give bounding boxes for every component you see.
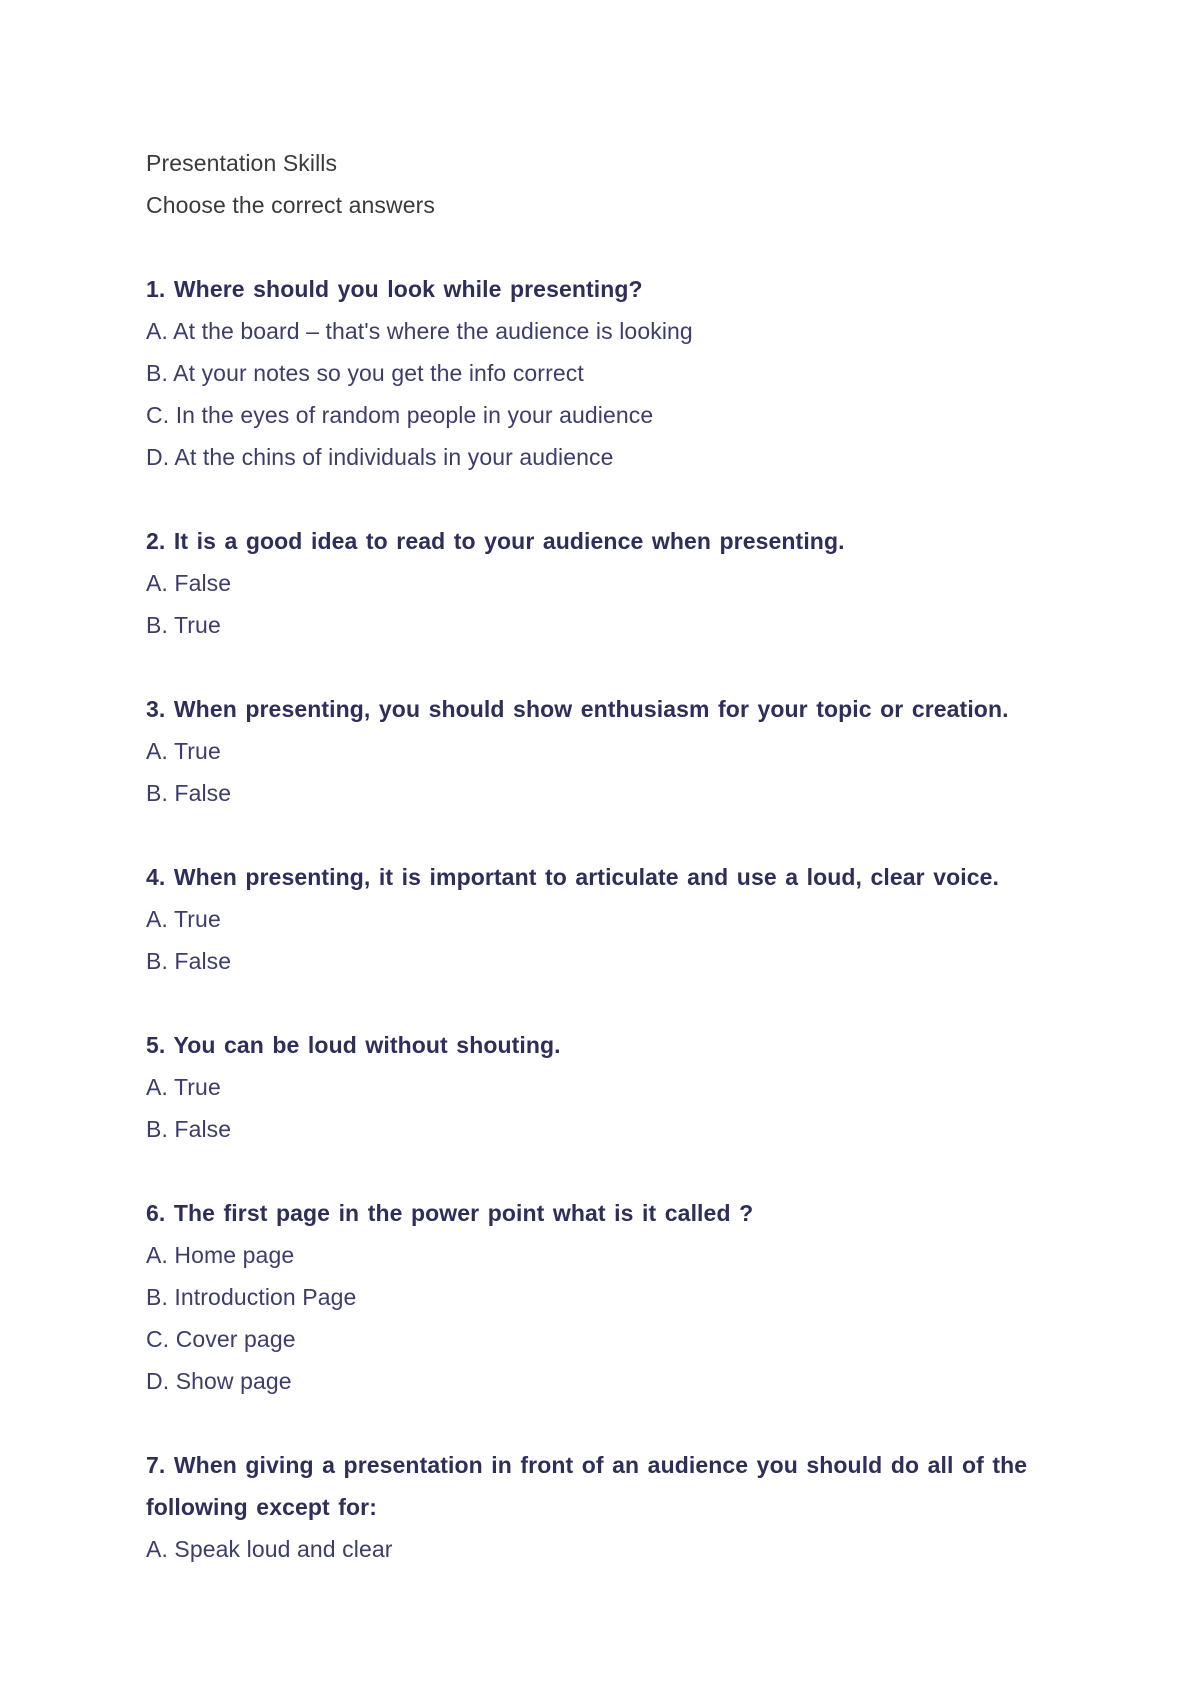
answer-option: B. Introduction Page (146, 1284, 357, 1310)
answer-option: B. False (146, 1116, 232, 1142)
question-text: 4. When presenting, it is important to articulate and use a loud, clear voice. (146, 864, 1000, 890)
spacer (146, 814, 1086, 856)
question-block (146, 688, 1086, 814)
spacer (146, 1150, 1086, 1192)
question-text: 2. It is a good idea to read to your audience when presenting. (146, 528, 845, 554)
answer-option: A. Speak loud and clear (146, 1536, 393, 1562)
question-text: 7. When giving a presentation in front of an audience you should do all of the following except for: (146, 1452, 1028, 1520)
spacer (146, 646, 1086, 688)
document-subtitle: Choose the correct answers (146, 192, 435, 218)
question-block (146, 1192, 1086, 1402)
answer-option: A. Home page (146, 1242, 295, 1268)
spacer (146, 478, 1086, 520)
question-block (146, 1024, 1086, 1150)
document-page (146, 142, 1086, 1570)
answer-option: C. In the eyes of random people in your audience (146, 402, 654, 428)
answer-option: A. True (146, 906, 221, 932)
answer-option: B. True (146, 612, 221, 638)
answer-option: B. False (146, 948, 232, 974)
question-text: 6. The first page in the power point what is it called ? (146, 1200, 754, 1226)
answer-option: A. True (146, 1074, 221, 1100)
answer-option: B. At your notes so you get the info correct (146, 360, 584, 386)
spacer (146, 982, 1086, 1024)
question-block (146, 856, 1086, 982)
spacer (146, 226, 1086, 268)
answer-option: B. False (146, 780, 232, 806)
answer-option: A. At the board – that's where the audience is looking (146, 318, 693, 344)
answer-option: A. True (146, 738, 221, 764)
answer-option: A. False (146, 570, 232, 596)
question-text: 1. Where should you look while presenting? (146, 276, 643, 302)
answer-option: C. Cover page (146, 1326, 296, 1352)
spacer (146, 1402, 1086, 1444)
answer-option: D. Show page (146, 1368, 292, 1394)
question-block (146, 268, 1086, 478)
document-title: Presentation Skills (146, 150, 338, 176)
question-block (146, 520, 1086, 646)
question-text: 5. You can be loud without shouting. (146, 1032, 561, 1058)
answer-option: D. At the chins of individuals in your audience (146, 444, 614, 470)
question-text: 3. When presenting, you should show enthusiasm for your topic or creation. (146, 696, 1009, 722)
question-block (146, 1444, 1086, 1570)
